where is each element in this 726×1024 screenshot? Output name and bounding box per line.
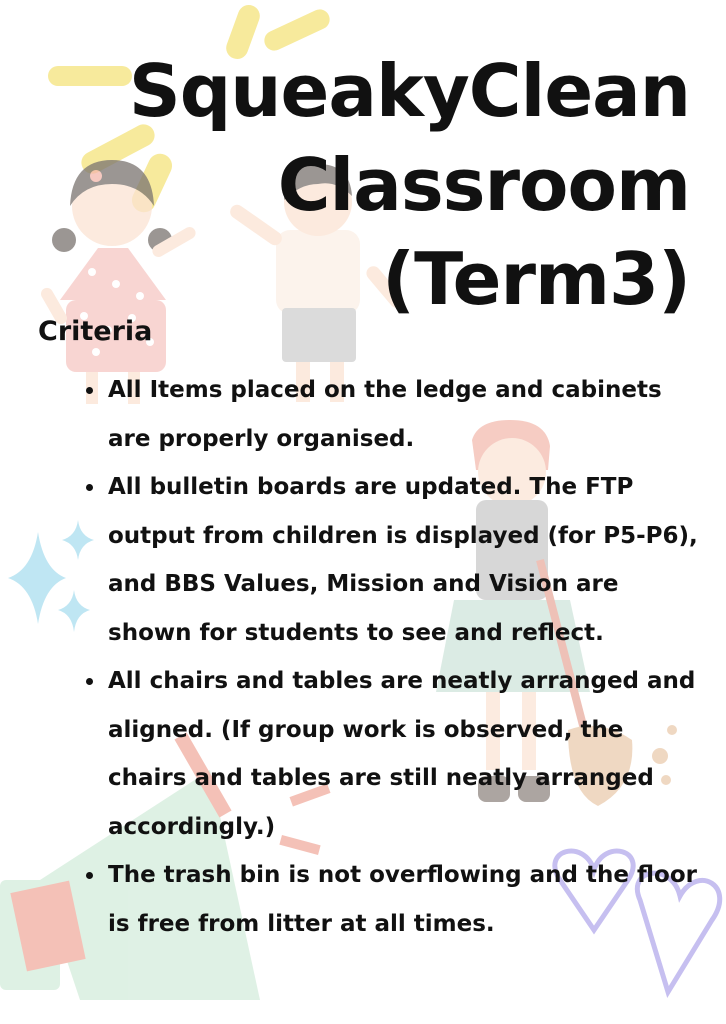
criteria-list — [70, 366, 706, 948]
title-line-1: SqueakyClean — [128, 49, 690, 133]
criteria-item-organised: • All Items placed on the ledge and cabinets are properly organised. — [106, 366, 706, 463]
title-line-3: (Term3) — [382, 237, 690, 321]
title-line-2: Classroom — [277, 143, 690, 227]
criteria-item-trash-floor: • The trash bin is not overflowing and the floor is free from litter at all times. — [106, 851, 706, 948]
criteria-item-chairs-tables: • All chairs and tables are neatly arranged and aligned. (If group work is observed, the chairs and tables are still neatly arranged accordingly.) — [106, 657, 706, 851]
criteria-heading: Criteria — [38, 316, 153, 347]
criteria-item-bulletin-boards: • All bulletin boards are updated. The FTP output from children is displayed (for P5-P6), and BBS Values, Mission and Vision are shown for students to see and reflect. — [106, 463, 706, 657]
page-title — [129, 44, 690, 326]
